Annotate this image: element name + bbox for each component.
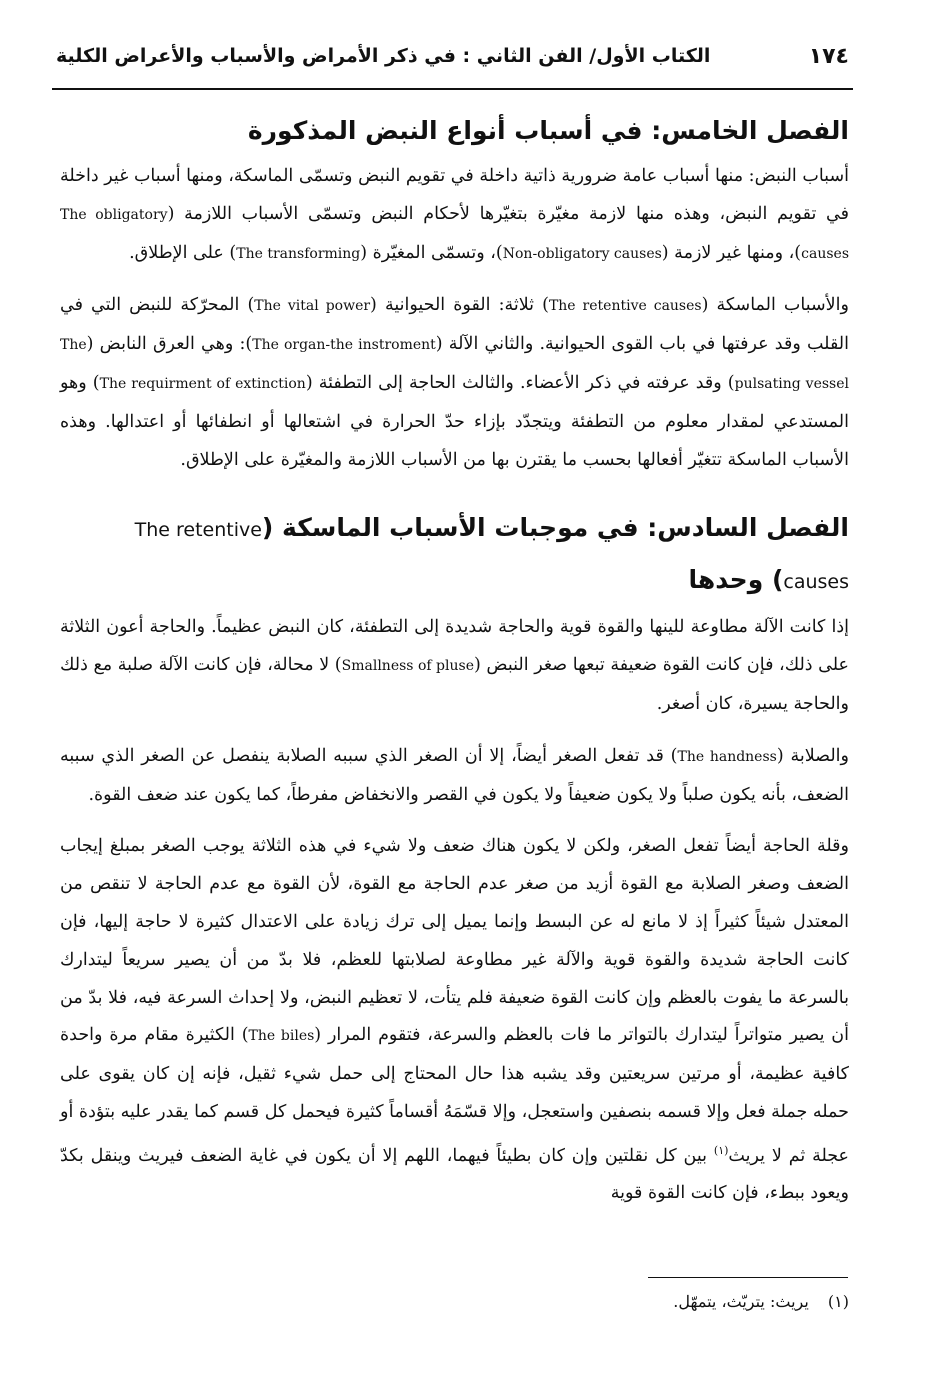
running-title: الكتاب الأول/ الفن الثاني : في ذكر الأمراض والأسباب والأعراض الكلية — [56, 45, 711, 67]
english-term: The retentive causes — [134, 519, 849, 594]
text-run: بين كل نقلتين وإن كان بطيئاً فيهما، اللهم إلا أن يكون في غاية الضعف فيريث وينقل بكدّ ويعود ببطء، فإن كانت القوة قوية — [60, 1145, 849, 1204]
footnote-text: يريث: يتريّث، يتمهّل. — [673, 1292, 809, 1311]
english-term: The pulsating vessel — [60, 337, 849, 392]
page-number: ١٧٤ — [808, 43, 849, 69]
heading-run: ) وحدها — [688, 565, 784, 595]
text-run: ) لا محالة، فإن كانت الآلة صلبة مع ذلك والحاجة يسيرة، كان أصغر. — [60, 655, 849, 714]
english-term: The biles — [248, 1028, 315, 1045]
text-run: وقلة الحاجة أيضاً تفعل الصغر، ولكن لا يكون هناك ضعف ولا شيء في هذه الثلاثة يوجب الصغر بمبلغ إيجاب الضعف وصغر الصلابة مع القوة أزيد من صغر عدم الحاجة مع القوة، لأن القوة مع عدم الحاجة لا تنقص من المعتدل شيئاً كثيراً إذ لا مانع له عن البسط وإنما يميل إلى ترك زيادة على الاعتدال كثيرة لا حاجة إليها، فإن كانت الحاجة شديدة والقوة قوية والآلة غير مطاوعة لصلابتها للعظم، فلا بدّ من أن يصير سريعاً ليتدارك بالسرعة ما يفوت بالعظم وإن كانت القوة ضعيفة فلم يتأت، لا تعظيم النبض، ولا إحداث السرعة فيه، فلا بدّ من أن يصير متواتراً ليتدارك بالتواتر ما فات بالعظم والسرعة، فتقوم المرار ( — [60, 836, 849, 1046]
english-term: The handness — [677, 748, 777, 765]
text-run: والأسباب الماسكة ( — [701, 295, 849, 316]
chapter-6-paragraph-1 — [60, 609, 849, 723]
text-run: ) المحرّكة للنبض التي في القلب وقد عرفتها في باب القوى الحيوانية. والثاني الآلة ( — [60, 295, 849, 355]
english-term: The obligatory causes — [60, 206, 849, 262]
text-run: والصلابة ( — [776, 745, 850, 766]
english-term: The retentive causes — [548, 298, 702, 315]
text-run: أسباب النبض: منها أسباب عامة ضرورية ذاتية داخلة في تقويم النبض وتسمّى الماسكة، ومنها أسباب غير داخلة في تقويم النبض، وهذه منها لازمة مغيّرة بتغيّرها لأحكام النبض وتسمّى الأسباب اللازمة ( — [60, 166, 849, 224]
text-run: ) قد تفعل الصغر أيضاً، إلا أن الصغر الذي سببه الصلابة ينفصل عن الصغر الذي سببه الضعف، بأنه يكون صلباً ولا يكون ضعيفاً ولا يكون في القصر والانخفاض مفرطاً، كما يكون عند ضعف القوة. — [60, 745, 849, 805]
chapter-6-heading — [60, 503, 849, 607]
chapter-6-paragraph-2 — [60, 738, 849, 815]
english-term: The requirment of extinction — [99, 375, 306, 392]
text-run: )، ومنها غير لازمة ( — [661, 242, 802, 263]
text-run: ): وهي العرق النابض ( — [86, 334, 253, 355]
footnote-rule — [648, 1277, 848, 1278]
chapter-5-heading: الفصل الخامس: في أسباب أنواع النبض المذكورة — [247, 116, 849, 145]
text-run: إذا كانت الآلة مطاوعة للينها والقوة قوية والحاجة شديدة إلى التطفئة، كان النبض عظيماً. والحاجة أعون الثلاثة على ذلك، فإن كانت القوة ضعيفة تبعها صغر النبض ( — [60, 617, 849, 676]
english-term: Non-obligatory causes — [502, 245, 662, 262]
chapter-5-paragraph-2 — [60, 287, 849, 479]
text-run: ) ثلاثة: القوة الحيوانية ( — [370, 295, 549, 316]
chapter-6-paragraph-3 — [60, 828, 849, 1213]
text-run: ) وقد عرفته في ذكر الأعضاء. والثالث الحاجة إلى التطفئة ( — [305, 372, 735, 393]
text-run: ) الكثيرة مقام مرة واحدة كافية عظيمة، أو مرتين سريعتين وقد يشبه هذا حال المحتاج إلى حمل شيء ثقيل، فإنه إن كان يقوى على حمله جملة فعل وإلا قسمه بنصفين واستعجل، وإلا قسّمَهُ أقساماً كثيرة فيحمل كل قسم كما يقدر عليه بتؤدة أو عجلة ثم لا يريث — [60, 1025, 849, 1166]
section-gap — [60, 479, 849, 497]
page-body — [60, 100, 849, 1213]
header-rule — [52, 88, 853, 90]
heading-run: الفصل السادس: في موجبات الأسباب الماسكة ( — [261, 513, 849, 543]
footnote-number: (١) — [827, 1292, 849, 1311]
running-head — [56, 36, 849, 76]
english-term: Smallness of pluse — [341, 658, 474, 675]
text-run: ) على الإطلاق. — [129, 242, 237, 263]
english-term: The vital power — [254, 298, 371, 315]
footnote-reference: (١) — [713, 1143, 729, 1157]
english-term: The organ-the instroment — [252, 337, 436, 354]
text-run: ) وهو المستدعي لمقدار معلوم من التطفئة ويتجدّد بإزاء حدّ الحرارة في اشتعالها أو انطفائها أو اعتدالها. وهذه الأسباب الماسكة تتغيّر أفعالها بحسب ما يقترن بها من الأسباب اللازمة والمغيّرة على الإطلاق. — [60, 372, 849, 470]
chapter-5-paragraph-1 — [60, 158, 849, 273]
text-run: )، وتسمّى المغيّرة ( — [360, 242, 503, 263]
english-term: The transforming — [236, 245, 361, 262]
footnote — [673, 1292, 849, 1311]
